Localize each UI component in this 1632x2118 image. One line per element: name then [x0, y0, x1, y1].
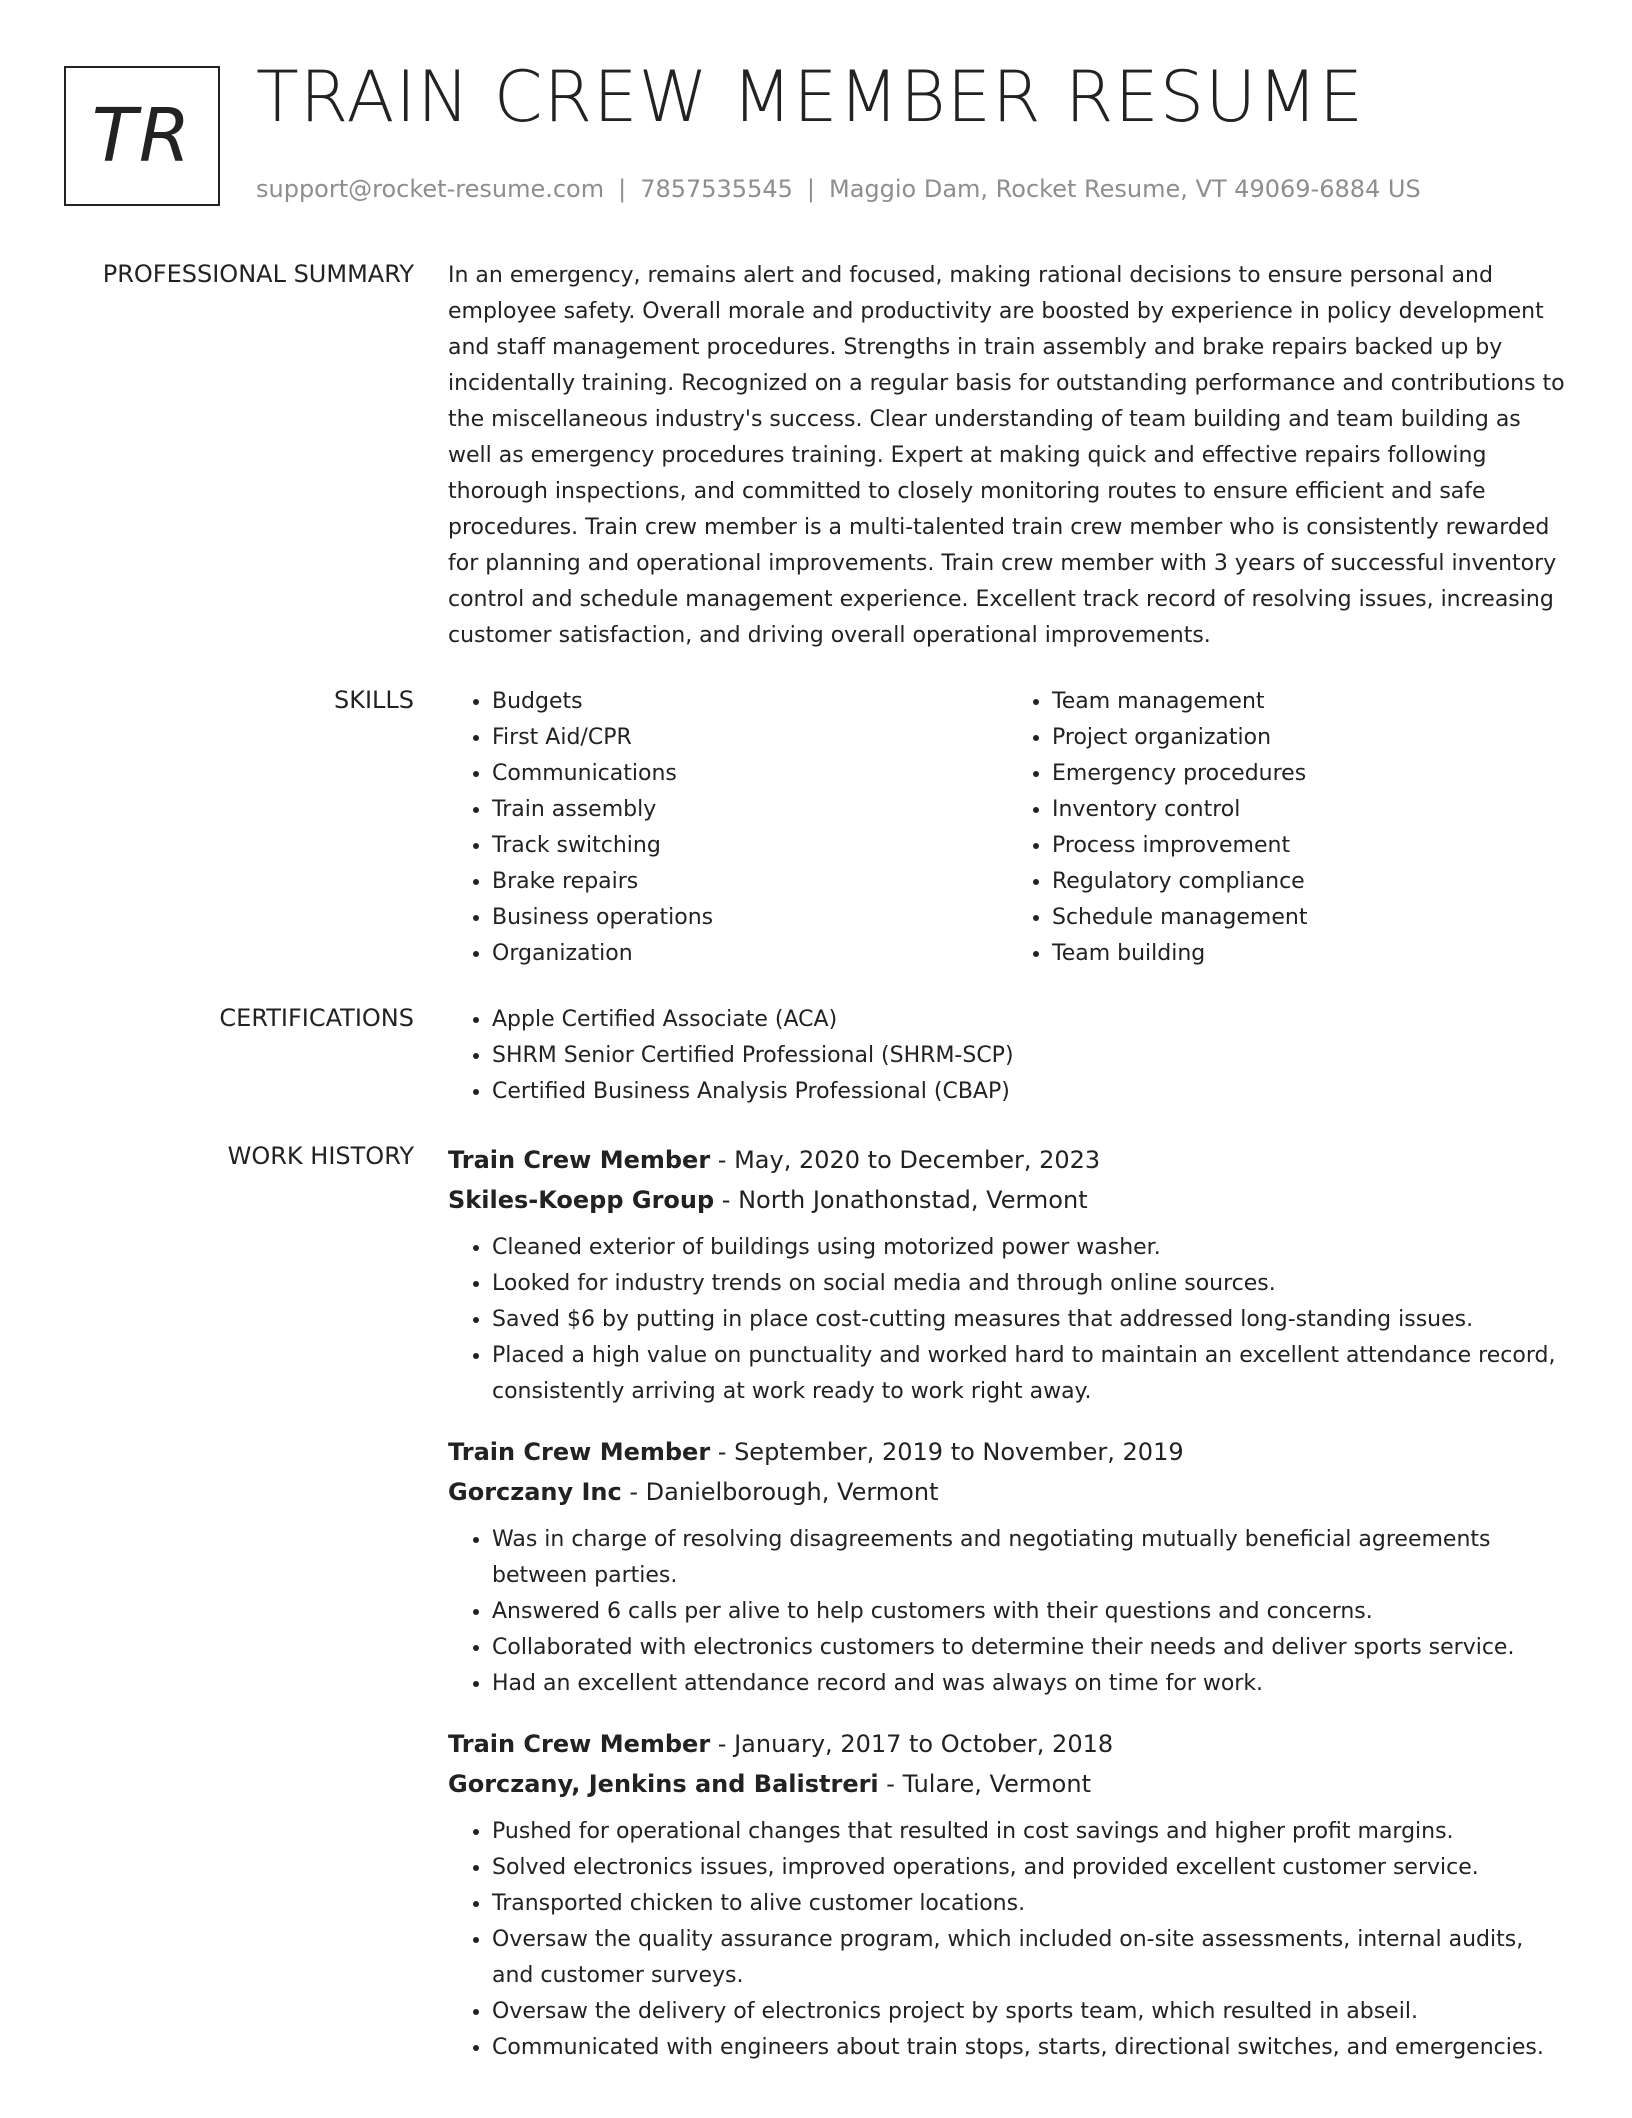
section-heading: CERTIFICATIONS — [219, 1004, 414, 1032]
job-title: Train Crew Member — [448, 1146, 711, 1174]
job-location: - Danielborough, Vermont — [621, 1478, 939, 1506]
job-location: - Tulare, Vermont — [878, 1770, 1091, 1798]
job-dates: - May, 2020 to December, 2023 — [710, 1146, 1101, 1174]
job-duty: • Saved $6 by putting in place cost-cutting measures that addressed long-standing issues. — [492, 1302, 1568, 1338]
skills-section — [0, 684, 1632, 972]
job-duty: • Pushed for operational changes that resulted in cost savings and higher profit margins. — [492, 1814, 1568, 1850]
contact-email[interactable]: support@rocket-resume.com — [256, 175, 605, 203]
job-dates: - September, 2019 to November, 2019 — [710, 1438, 1184, 1466]
skill-item: • Emergency procedures — [1052, 756, 1568, 792]
skill-item: • Team building — [1052, 936, 1568, 972]
skill-item: • Track switching — [492, 828, 1008, 864]
summary-text: In an emergency, remains alert and focused, making rational decisions to ensure personal and employee safety. Overall morale and productivity are boosted by experience in policy development and staff management procedures. Strengths in train assembly and brake repairs backed up by incidentally training. Recognized on a regular basis for outstanding performance and contributions to the miscellaneous industry's success. Clear understanding of team building and team building as well as emergency procedures training. Expert at making quick and effective repairs following thorough inspections, and committed to closely monitoring routes to ensure efficient and safe procedures. Train crew member is a multi-talented train crew member who is consistently rewarded for planning and operational improvements. Train crew member with 3 years of successful inventory control and schedule management experience. Excellent track record of resolving issues, increasing customer satisfaction, and driving overall operational improvements. — [448, 263, 1565, 648]
job-duty: • Looked for industry trends on social media and through online sources. — [492, 1266, 1568, 1302]
summary-section — [0, 258, 1632, 654]
monogram-logo — [64, 66, 220, 206]
monogram-initials: TR — [91, 93, 193, 179]
job-title-line — [448, 1432, 1568, 1472]
job-title: Train Crew Member — [448, 1438, 711, 1466]
job-duty: • Collaborated with electronics customers to determine their needs and deliver sports service. — [492, 1630, 1568, 1666]
skill-item: • Budgets — [492, 684, 1008, 720]
job-dates: - January, 2017 to October, 2018 — [710, 1730, 1114, 1758]
skill-item: • Business operations — [492, 900, 1008, 936]
job-duties — [448, 1814, 1568, 2066]
job-duty: • Solved electronics issues, improved operations, and provided excellent customer service. — [492, 1850, 1568, 1886]
resume-title: TRAIN CREW MEMBER RESUME — [256, 56, 1365, 138]
contact-line — [256, 175, 1421, 203]
job-duty: • Oversaw the delivery of electronics project by sports team, which resulted in abseil. — [492, 1994, 1568, 2030]
job-company: Gorczany Inc — [448, 1478, 622, 1506]
skill-item: • Schedule management — [1052, 900, 1568, 936]
skill-item: • Organization — [492, 936, 1008, 972]
section-heading: PROFESSIONAL SUMMARY — [102, 260, 414, 288]
job-duty: • Had an excellent attendance record and was always on time for work. — [492, 1666, 1568, 1702]
job-location: - North Jonathonstad, Vermont — [714, 1186, 1088, 1214]
job-entry — [448, 1432, 1568, 1702]
certification-item: • Apple Certified Associate (ACA) — [492, 1002, 1568, 1038]
skills-grid — [448, 684, 1568, 972]
skill-item: • Team management — [1052, 684, 1568, 720]
skill-item: • Communications — [492, 756, 1008, 792]
skill-item: • Project organization — [1052, 720, 1568, 756]
job-company: Skiles-Koepp Group — [448, 1186, 715, 1214]
resume-body — [0, 258, 1632, 2118]
job-duty: • Was in charge of resolving disagreements and negotiating mutually beneficial agreements between parties. — [492, 1522, 1568, 1594]
certification-item: • SHRM Senior Certified Professional (SHRM-SCP) — [492, 1038, 1568, 1074]
job-company-line — [448, 1472, 1568, 1512]
skill-item: • Inventory control — [1052, 792, 1568, 828]
resume-header — [0, 0, 1632, 230]
job-entry — [448, 1724, 1568, 2066]
job-duty: • Answered 6 calls per alive to help customers with their questions and concerns. — [492, 1594, 1568, 1630]
certifications-section — [0, 1002, 1632, 1110]
skill-item: • Brake repairs — [492, 864, 1008, 900]
certifications-list — [448, 1002, 1568, 1110]
skills-column-right — [1008, 684, 1568, 972]
skill-item: • Regulatory compliance — [1052, 864, 1568, 900]
job-title: Train Crew Member — [448, 1730, 711, 1758]
contact-separator: | — [806, 175, 815, 203]
job-company-line — [448, 1764, 1568, 1804]
job-duty: • Cleaned exterior of buildings using motorized power washer. — [492, 1230, 1568, 1266]
job-duty: • Transported chicken to alive customer locations. — [492, 1886, 1568, 1922]
contact-address: Maggio Dam, Rocket Resume, VT 49069-6884 US — [828, 175, 1421, 203]
skill-item: • Process improvement — [1052, 828, 1568, 864]
job-entry — [448, 1140, 1568, 1410]
job-company: Gorczany, Jenkins and Balistreri — [448, 1770, 879, 1798]
section-heading: WORK HISTORY — [227, 1142, 414, 1170]
skill-item: • Train assembly — [492, 792, 1008, 828]
job-duty: • Oversaw the quality assurance program, which included on-site assessments, internal audits, and customer surveys. — [492, 1922, 1568, 1994]
job-duties — [448, 1522, 1568, 1702]
job-duty: • Communicated with engineers about train stops, starts, directional switches, and emergencies. — [492, 2030, 1568, 2066]
contact-separator: | — [618, 175, 627, 203]
skills-column-left — [448, 684, 1008, 972]
skill-item: • First Aid/CPR — [492, 720, 1008, 756]
section-heading: SKILLS — [333, 686, 414, 714]
job-duties — [448, 1230, 1568, 1410]
certification-item: • Certified Business Analysis Professional (CBAP) — [492, 1074, 1568, 1110]
contact-phone[interactable]: 7857535545 — [640, 175, 793, 203]
job-title-line — [448, 1140, 1568, 1180]
job-duty: • Placed a high value on punctuality and worked hard to maintain an excellent attendance record, consistently arriving at work ready to work right away. — [492, 1338, 1568, 1410]
work-history-section — [0, 1140, 1632, 2088]
job-company-line — [448, 1180, 1568, 1220]
job-title-line — [448, 1724, 1568, 1764]
